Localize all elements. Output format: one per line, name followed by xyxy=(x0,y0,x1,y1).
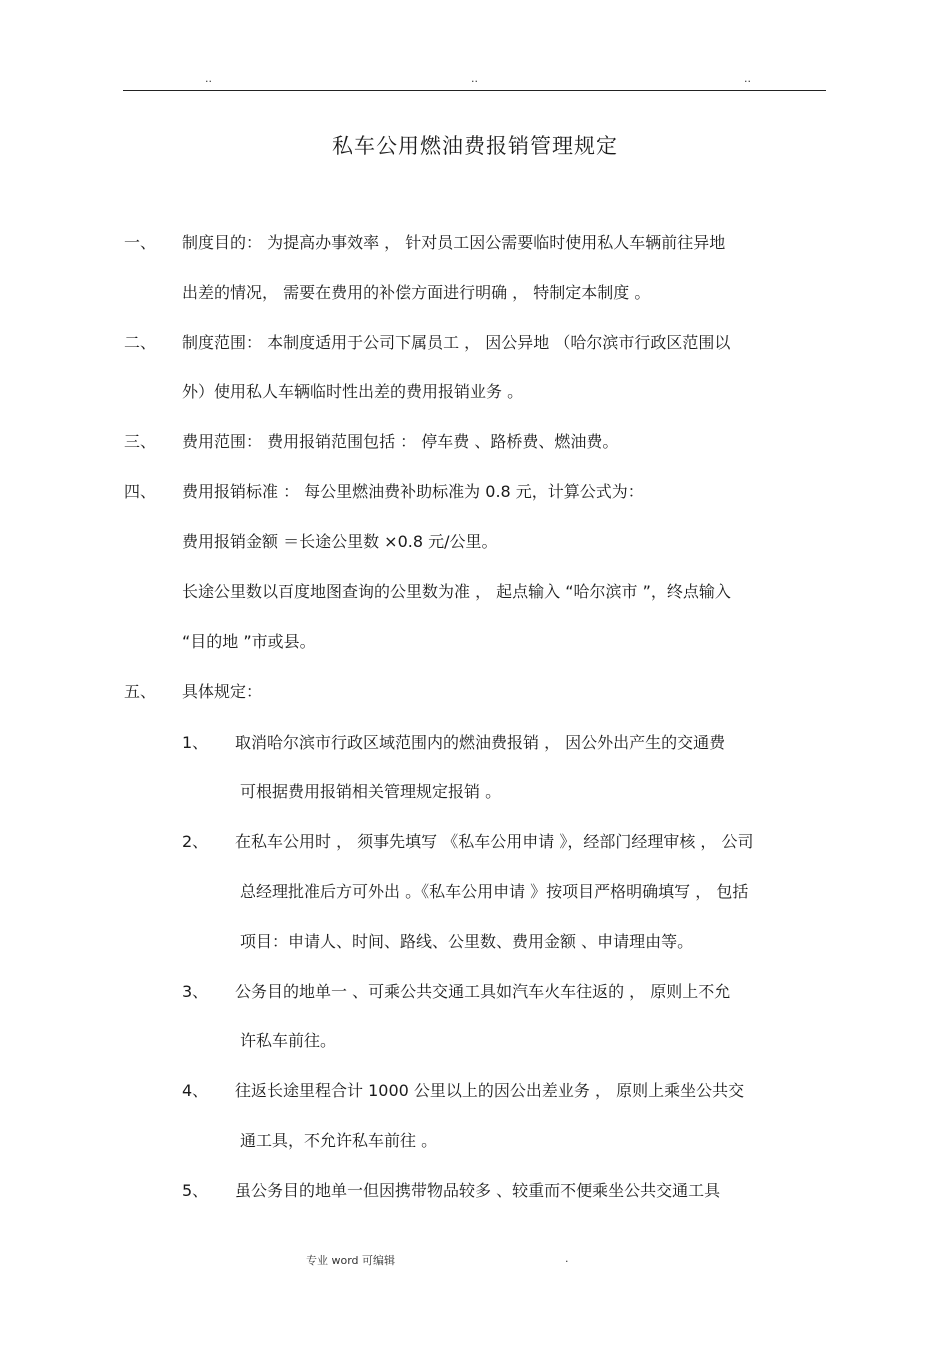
section-number: 二、 xyxy=(124,333,157,352)
section-text: 费用报销标准 ： 每公里燃油费补助标准为 0.8 元，计算公式为： xyxy=(182,482,644,501)
formula-text: 费用报销金额 ＝长途公里数 ×0.8 元/公里。 xyxy=(182,532,498,551)
item-text: 往返长途里程合计 1000 公里以上的因公出差业务 ， 原则上乘坐公共交 xyxy=(235,1081,745,1100)
header-dot-center: .. xyxy=(471,72,478,85)
document-title: 私车公用燃油费报销管理规定 xyxy=(332,134,618,158)
item-number: 2、 xyxy=(182,832,209,851)
footer-dot: . xyxy=(565,1252,569,1265)
header-rule xyxy=(123,90,826,91)
section-text: 外）使用私人车辆临时性出差的费用报销业务 。 xyxy=(182,382,524,401)
header-dot-left: .. xyxy=(205,72,212,85)
section-number: 一、 xyxy=(124,233,157,252)
section-text: 长途公里数以百度地图查询的公里数为准 ， 起点输入 “哈尔滨市 ”，终点输入 xyxy=(182,582,731,601)
section-text: “目的地 ”市或县。 xyxy=(182,632,316,651)
section-number: 五、 xyxy=(124,682,157,701)
section-text: 制度目的： 为提高办事效率 ， 针对员工因公需要临时使用私人车辆前往异地 xyxy=(182,233,726,252)
section-text: 费用范围： 费用报销范围包括 ： 停车费 、路桥费、燃油费。 xyxy=(182,432,619,451)
item-text: 项目：申请人、时间、路线、公里数、费用金额 、申请理由等。 xyxy=(240,932,694,951)
item-text: 通工具，不允许私车前往 。 xyxy=(240,1131,438,1150)
item-text: 在私车公用时 ， 须事先填写 《私车公用申请 》，经部门经理审核 ， 公司 xyxy=(235,832,754,851)
section-text: 出差的情况， 需要在费用的补偿方面进行明确 ， 特制定本制度 。 xyxy=(182,283,651,302)
item-number: 5、 xyxy=(182,1181,209,1200)
section-number: 四、 xyxy=(124,482,157,501)
item-text: 取消哈尔滨市行政区域范围内的燃油费报销 ， 因公外出产生的交通费 xyxy=(235,733,726,752)
section-text: 具体规定： xyxy=(182,682,263,701)
footer-label: 专业 word 可编辑 xyxy=(306,1254,396,1267)
item-text: 许私车前往。 xyxy=(240,1031,337,1050)
item-text: 虽公务目的地单一但因携带物品较多 、较重而不便乘坐公共交通工具 xyxy=(235,1181,721,1200)
item-number: 4、 xyxy=(182,1081,209,1100)
header-dot-right: .. xyxy=(744,72,751,85)
item-number: 3、 xyxy=(182,982,209,1001)
item-text: 总经理批准后方可外出 。《私车公用申请 》按项目严格明确填写 ， 包括 xyxy=(240,882,749,901)
section-number: 三、 xyxy=(124,432,157,451)
item-number: 1、 xyxy=(182,733,209,752)
item-text: 公务目的地单一 、可乘公共交通工具如汽车火车往返的 ， 原则上不允 xyxy=(235,982,731,1001)
section-text: 制度范围： 本制度适用于公司下属员工 ， 因公异地 （哈尔滨市行政区范围以 xyxy=(182,333,731,352)
item-text: 可根据费用报销相关管理规定报销 。 xyxy=(240,782,502,801)
